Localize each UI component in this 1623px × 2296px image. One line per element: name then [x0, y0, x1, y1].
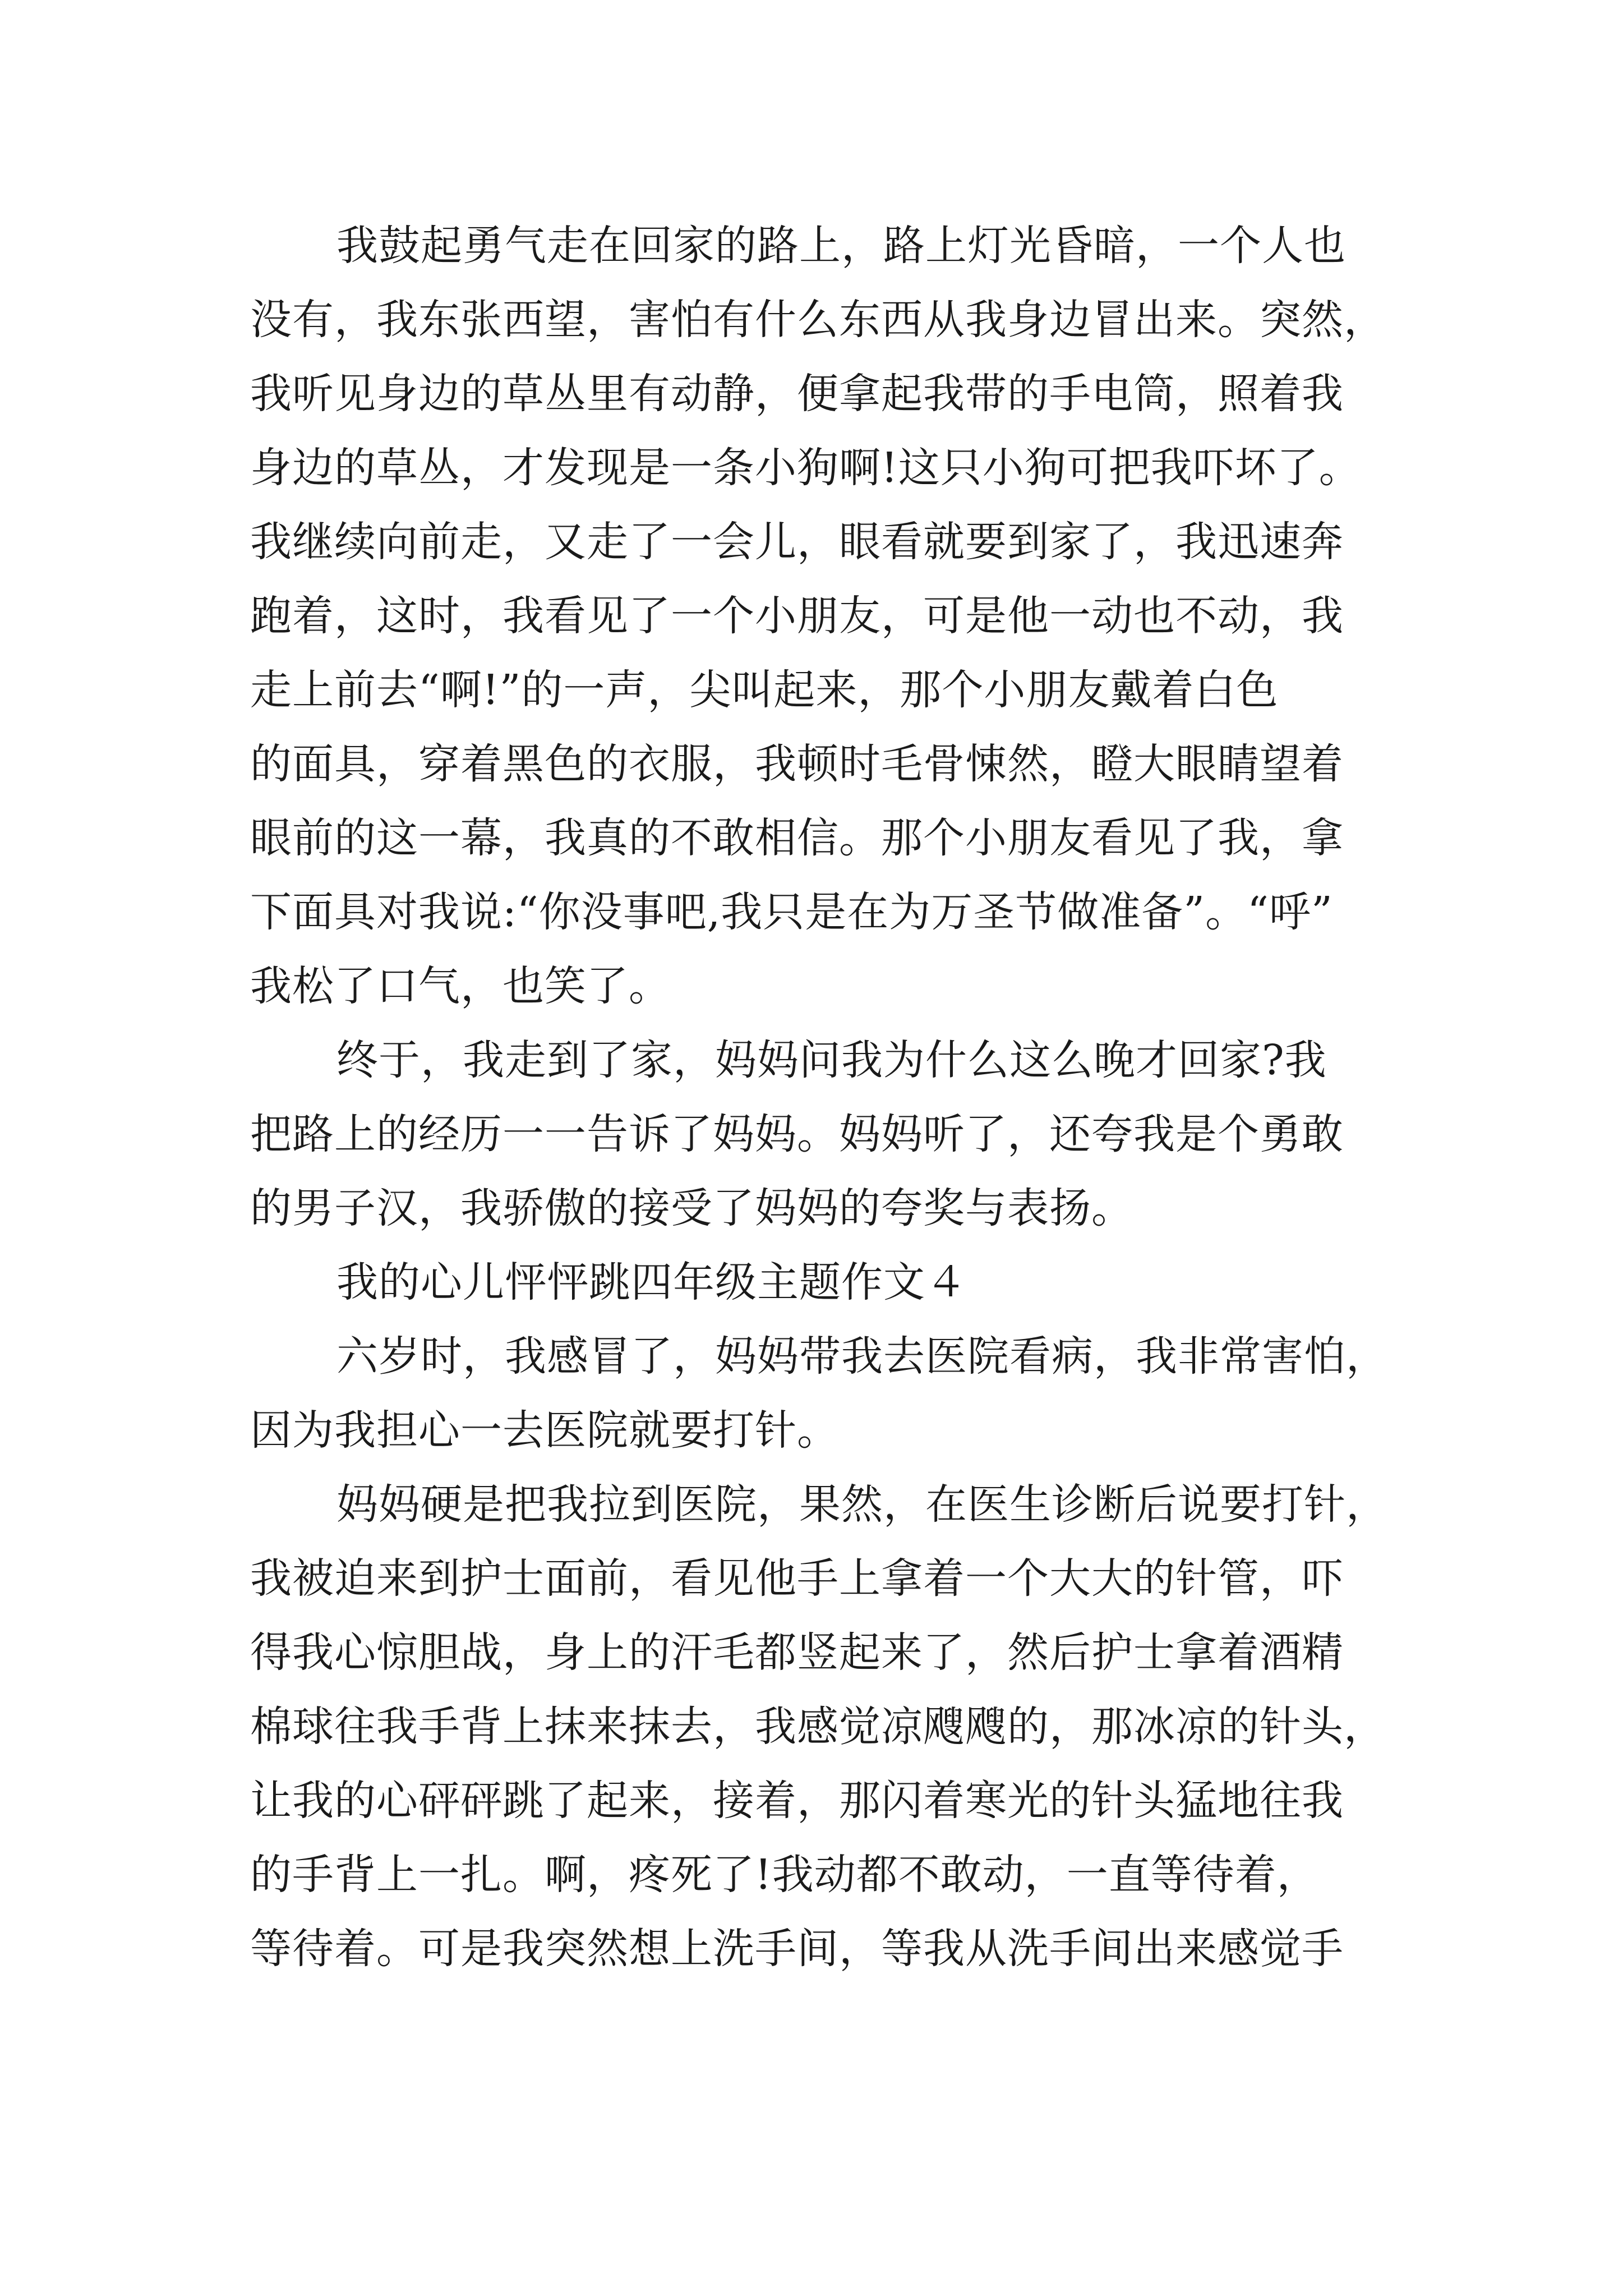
text-line: 我继续向前走，又走了一会儿，眼看就要到家了，我迅速奔 — [250, 518, 1344, 566]
text-line: 我被迫来到护士面前，看见他手上拿着一个大大的针管，吓 — [250, 1554, 1344, 1603]
section-heading: 我的心儿怦怦跳四年级主题作文４ — [336, 1258, 967, 1306]
text-line: 把路上的经历一一告诉了妈妈。妈妈听了，还夸我是个勇敢 — [250, 1110, 1344, 1158]
text-line: 下面具对我说:“你没事吧,我只是在为万圣节做准备”。“呼” — [250, 888, 1333, 936]
text-line: 眼前的这一幕，我真的不敢相信。那个小朋友看见了我，拿 — [250, 814, 1344, 862]
text-line: 棉球往我手背上抹来抹去，我感觉凉飕飕的，那冰凉的针头， — [250, 1703, 1386, 1751]
text-line: 因为我担心一去医院就要打针。 — [250, 1406, 839, 1455]
text-line: 身边的草丛，才发现是一条小狗啊!这只小狗可把我吓坏了。 — [250, 444, 1361, 492]
text-line: 我松了口气，也笑了。 — [250, 962, 671, 1010]
text-line: 跑着，这时，我看见了一个小朋友，可是他一动也不动，我 — [250, 592, 1344, 640]
text-line: 终于，我走到了家，妈妈问我为什么这么晚才回家?我 — [336, 1036, 1327, 1084]
text-line: 走上前去“啊!”的一声，尖叫起来，那个小朋友戴着白色 — [250, 666, 1279, 714]
text-line: 的面具，穿着黑色的衣服，我顿时毛骨悚然，瞪大眼睛望着 — [250, 740, 1344, 788]
text-line: 等待着。可是我突然想上洗手间，等我从洗手间出来感觉手 — [250, 1925, 1344, 1973]
text-line: 的男子汉，我骄傲的接受了妈妈的夸奖与表扬。 — [250, 1184, 1133, 1232]
text-line: 我听见身边的草丛里有动静，便拿起我带的手电筒，照着我 — [250, 370, 1344, 418]
text-line: 我鼓起勇气走在回家的路上，路上灯光昏暗，一个人也 — [336, 222, 1346, 270]
text-line: 的手背上一扎。啊，疼死了!我动都不敢动，一直等待着， — [250, 1851, 1319, 1899]
text-line: 让我的心砰砰跳了起来，接着，那闪着寒光的针头猛地往我 — [250, 1777, 1344, 1825]
text-line: 妈妈硬是把我拉到医院，果然，在医生诊断后说要打针， — [336, 1480, 1388, 1529]
text-line: 没有，我东张西望，害怕有什么东西从我身边冒出来。突然， — [250, 296, 1386, 344]
text-line: 得我心惊胆战，身上的汗毛都竖起来了，然后护士拿着酒精 — [250, 1628, 1344, 1677]
text-line: 六岁时，我感冒了，妈妈带我去医院看病，我非常害怕， — [336, 1332, 1388, 1381]
